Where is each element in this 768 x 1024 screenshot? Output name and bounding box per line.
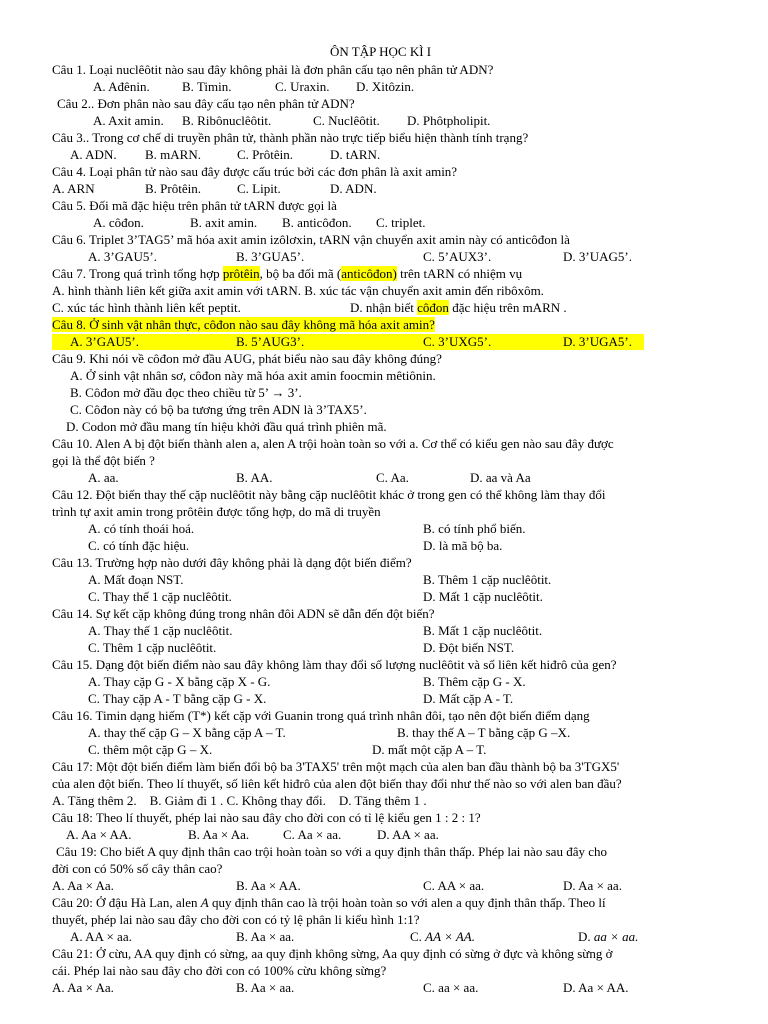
question-stem	[52, 266, 522, 282]
answer-option: B. Thêm cặp G - X.	[423, 674, 526, 689]
answer-option: B. Aa × aa.	[236, 929, 295, 944]
answer-option: A. Ađênin.	[93, 79, 150, 94]
highlighted-text: Câu 8. Ở sinh vật nhân thực, côđon nào sau đây không mã hóa axit amin?	[52, 317, 435, 332]
question-stem: Câu 2.. Đơn phân nào sau đây cấu tạo nên phân tử ADN?	[57, 96, 355, 111]
question-stem: Câu 5. Đối mã đặc hiệu trên phân tử tARN được gọi là	[52, 198, 337, 213]
answer-options: A. Tăng thêm 2. B. Giảm đi 1 . C. Không thay đổi. D. Tăng thêm 1 .	[52, 793, 427, 808]
answer-option: A. 3’GAU5’.	[88, 249, 157, 264]
question-stem: Câu 6. Triplet 3’TAG5’ mã hóa axit amin izôlơxin, tARN vận chuyển axit amin này có anticôđon là	[52, 232, 570, 247]
answer-option: D. aa và Aa	[470, 470, 531, 485]
answer-option: C. Thay cặp A - T bằng cặp G - X.	[88, 691, 267, 706]
answer-option: B. Aa × AA.	[236, 878, 301, 893]
question-stem: Câu 19: Cho biết A quy định thân cao trội hoàn toàn so với a quy định thân thấp. Phép lai nào sau đây cho	[56, 844, 607, 859]
highlighted-text: prôtêin	[222, 266, 260, 281]
math-text: aa × aa.	[593, 929, 639, 944]
highlighted-text: côđon	[417, 300, 449, 315]
question-stem: Câu 21: Ở cừu, AA quy định có sừng, aa quy định không sừng, Aa quy định có sừng ở đực và không sừng ở	[52, 946, 613, 961]
answer-option: D. ADN.	[330, 181, 377, 196]
answer-option: B. Timin.	[182, 79, 232, 94]
answer-option: D. 3’UAG5’.	[563, 249, 632, 264]
page-title: ÔN TẬP HỌC KÌ I	[330, 44, 432, 59]
answer-option: A. Axit amin.	[93, 113, 164, 128]
answer-option: A. Thay cặp G - X bằng cặp X - G.	[88, 674, 271, 689]
answer-option: D. AA × aa.	[377, 827, 439, 842]
answer-option: D. Codon mở đầu mang tín hiệu khởi đầu quá trình phiên mã.	[66, 419, 387, 434]
question-stem: Câu 3.. Trong cơ chế di truyền phân tử, thành phần nào trực tiếp biểu hiện thành tính trạng?	[52, 130, 529, 145]
answer-option: D. là mã bộ ba.	[423, 538, 503, 553]
answer-option: C. Aa × aa.	[283, 827, 342, 842]
answer-option: D. Xitôzin.	[356, 79, 415, 94]
answer-option: C. 5’AUX3’.	[423, 249, 492, 264]
answer-option: C. Thay thế 1 cặp nuclêôtit.	[88, 589, 232, 604]
answer-option: A. có tính thoái hoá.	[88, 521, 195, 536]
question-stem: Câu 14. Sự kết cặp không đúng trong nhân đôi ADN sẽ dẫn đến đột biến?	[52, 606, 435, 621]
question-stem: cái. Phép lai nào sau đây cho đời con có 100% cừu không sừng?	[52, 963, 387, 978]
answer-option: D. Phôtpholipit.	[407, 113, 491, 128]
answer-option: C. có tính đặc hiệu.	[88, 538, 190, 553]
answer-option: C. xúc tác hình thành liên kết peptit.	[52, 300, 241, 315]
answer-option: B. thay thế A – T bằng cặp G –X.	[397, 725, 571, 740]
answer-option: D. Đột biến NST.	[423, 640, 515, 655]
question-stem: Câu 17: Một đột biến điểm làm biến đổi bộ ba 3'TAX5' trên một mạch của alen ban đầu thành bộ ba 3'TGX5'	[52, 759, 620, 774]
stem-text: trên tARN có nhiệm vụ	[396, 266, 523, 281]
question-stem: Câu 18: Theo lí thuyết, phép lai nào sau đây cho đời con có tỉ lệ kiểu gen 1 : 2 : 1?	[52, 810, 481, 825]
question-stem: gọi là thể đột biến ?	[52, 453, 155, 468]
question-stem: trình tự axit amin trong prôtêin được tổng hợp, do mã di truyền	[52, 504, 381, 519]
answer-option: D. mất một cặp A – T.	[372, 742, 487, 757]
question-stem: Câu 9. Khi nói về côđon mở đầu AUG, phát biểu nào sau đây không đúng?	[52, 351, 442, 366]
answer-option: C. Lipit.	[237, 181, 281, 196]
answer-option: A. 3’GAU5’.	[70, 334, 139, 349]
highlighted-text: anticôđon)	[341, 266, 397, 281]
answer-option: B. có tính phổ biến.	[423, 521, 526, 536]
answer-option: A. AA × aa.	[70, 929, 132, 944]
answer-option: B. Mất 1 cặp nuclêôtit.	[423, 623, 543, 638]
answer-option	[578, 929, 638, 945]
answer-option: D. Aa × aa.	[563, 878, 622, 893]
option-text: D. nhận biết	[350, 300, 418, 315]
answer-option: A. ADN.	[70, 147, 117, 162]
question-stem: Câu 15. Dạng đột biến điểm nào sau đây không làm thay đổi số lượng nuclêôtit và số liên kết hiđrô của gen?	[52, 657, 617, 672]
answer-option: C. Uraxin.	[275, 79, 330, 94]
question-stem: Câu 10. Alen A bị đột biến thành alen a, alen A trội hoàn toàn so với a. Cơ thể có kiểu gen nào sau đây được	[52, 436, 614, 451]
answer-option: B. Ribônuclêôtit.	[182, 113, 272, 128]
answer-option: C. aa × aa.	[423, 980, 479, 995]
question-stem	[52, 895, 606, 911]
stem-text: Câu 7. Trong quá trình tổng hợp	[52, 266, 223, 281]
answer-option: A. hình thành liên kết giữa axit amin với tARN. B. xúc tác vận chuyển axit amin đến ribôxôm.	[52, 283, 544, 298]
allele-symbol: A	[200, 895, 209, 910]
answer-option: B. Aa × Aa.	[188, 827, 250, 842]
answer-option: C. triplet.	[376, 215, 426, 230]
answer-option: B. Aa × aa.	[236, 980, 295, 995]
answer-option: C. AA × aa.	[423, 878, 485, 893]
math-text: AA × AA.	[425, 929, 475, 944]
question-stem: Câu 1. Loại nuclêôtit nào sau đây không phải là đơn phân cấu tạo nên phân tử ADN?	[52, 62, 494, 77]
answer-option: A. thay thế cặp G – X bằng cặp A – T.	[88, 725, 286, 740]
question-stem: Câu 12. Đột biến thay thế cặp nuclêôtit này bằng cặp nuclêôtit khác ở trong gen có thể không làm thay đổi	[52, 487, 606, 502]
option-text: B. Côđon mở đầu đọc theo chiều từ 5’	[70, 385, 272, 400]
answer-option: A. Aa × AA.	[66, 827, 132, 842]
answer-option: C. Côđon này có bộ ba tương ứng trên ADN là 3’TAX5’.	[70, 402, 367, 417]
stem-text: Câu 20: Ở đậu Hà Lan, alen	[52, 895, 201, 910]
answer-option: B. mARN.	[145, 147, 201, 162]
answer-option: D. Aa × AA.	[563, 980, 629, 995]
answer-option: C. Aa.	[376, 470, 409, 485]
arrow-icon: →	[271, 385, 285, 400]
answer-option: D. 3’UGA5’.	[563, 334, 632, 349]
answer-option: C. Thêm 1 cặp nuclêôtit.	[88, 640, 217, 655]
answer-option: B. AA.	[236, 470, 273, 485]
answer-option: B. 3’GUA5’.	[236, 249, 305, 264]
answer-option	[350, 300, 567, 316]
answer-option: D. tARN.	[330, 147, 381, 162]
answer-option	[410, 929, 475, 945]
answer-option: A. ARN	[52, 181, 95, 196]
question-stem: Câu 4. Loại phân tử nào sau đây được cấu trúc bởi các đơn phân là axit amin?	[52, 164, 458, 179]
answer-option: A. côđon.	[93, 215, 144, 230]
answer-option: A. Aa × Aa.	[52, 980, 114, 995]
answer-option: B. axit amin.	[190, 215, 258, 230]
question-stem: của alen đột biến. Theo lí thuyết, số liên kết hiđrô của alen đột biến thay đổi như thế nào so với alen ban đầu?	[52, 776, 622, 791]
answer-option: B. 5’AUG3’.	[236, 334, 305, 349]
stem-text: , bộ ba đối mã (	[259, 266, 342, 281]
answer-option: C. Nuclêôtit.	[313, 113, 380, 128]
question-stem	[52, 317, 435, 333]
answer-option: B. Prôtêin.	[145, 181, 201, 196]
answer-option: D. Mất cặp A - T.	[423, 691, 514, 706]
answer-option: A. Aa × Aa.	[52, 878, 114, 893]
question-stem: đời con có 50% số cây thân cao?	[52, 861, 223, 876]
question-stem: Câu 16. Timin dạng hiếm (T*) kết cặp với Guanin trong quá trình nhân đôi, tạo nên đột biến điểm dạng	[52, 708, 590, 723]
question-stem: Câu 13. Trường hợp nào dưới đây không phải là dạng đột biến điểm?	[52, 555, 412, 570]
answer-option: C. thêm một cặp G – X.	[88, 742, 213, 757]
stem-text: quy định thân cao là trội hoàn toàn so với alen a quy định thân thấp. Theo lí	[208, 895, 606, 910]
answer-option: A. Mất đoạn NST.	[88, 572, 184, 587]
answer-option: D. Mất 1 cặp nuclêôtit.	[423, 589, 543, 604]
answer-option: B. Thêm 1 cặp nuclêôtit.	[423, 572, 552, 587]
answer-option: A. Ở sinh vật nhân sơ, côđon này mã hóa axit amin foocmin mêtiônin.	[70, 368, 436, 383]
answer-option: A. Thay thế 1 cặp nuclêôtit.	[88, 623, 233, 638]
answer-option: B. anticôđon.	[282, 215, 352, 230]
answer-option	[70, 385, 302, 401]
highlight-band	[52, 334, 644, 350]
option-text: đặc hiệu trên mARN .	[448, 300, 567, 315]
option-text: 3’.	[284, 385, 302, 400]
option-text: C.	[410, 929, 426, 944]
answer-option: A. aa.	[88, 470, 119, 485]
question-stem: thuyết, phép lai nào sau đây cho đời con có tỷ lệ phân li kiểu hình 1:1?	[52, 912, 420, 927]
answer-option: C. Prôtêin.	[237, 147, 293, 162]
option-text: D.	[578, 929, 594, 944]
answer-option: C. 3’UXG5’.	[423, 334, 492, 349]
